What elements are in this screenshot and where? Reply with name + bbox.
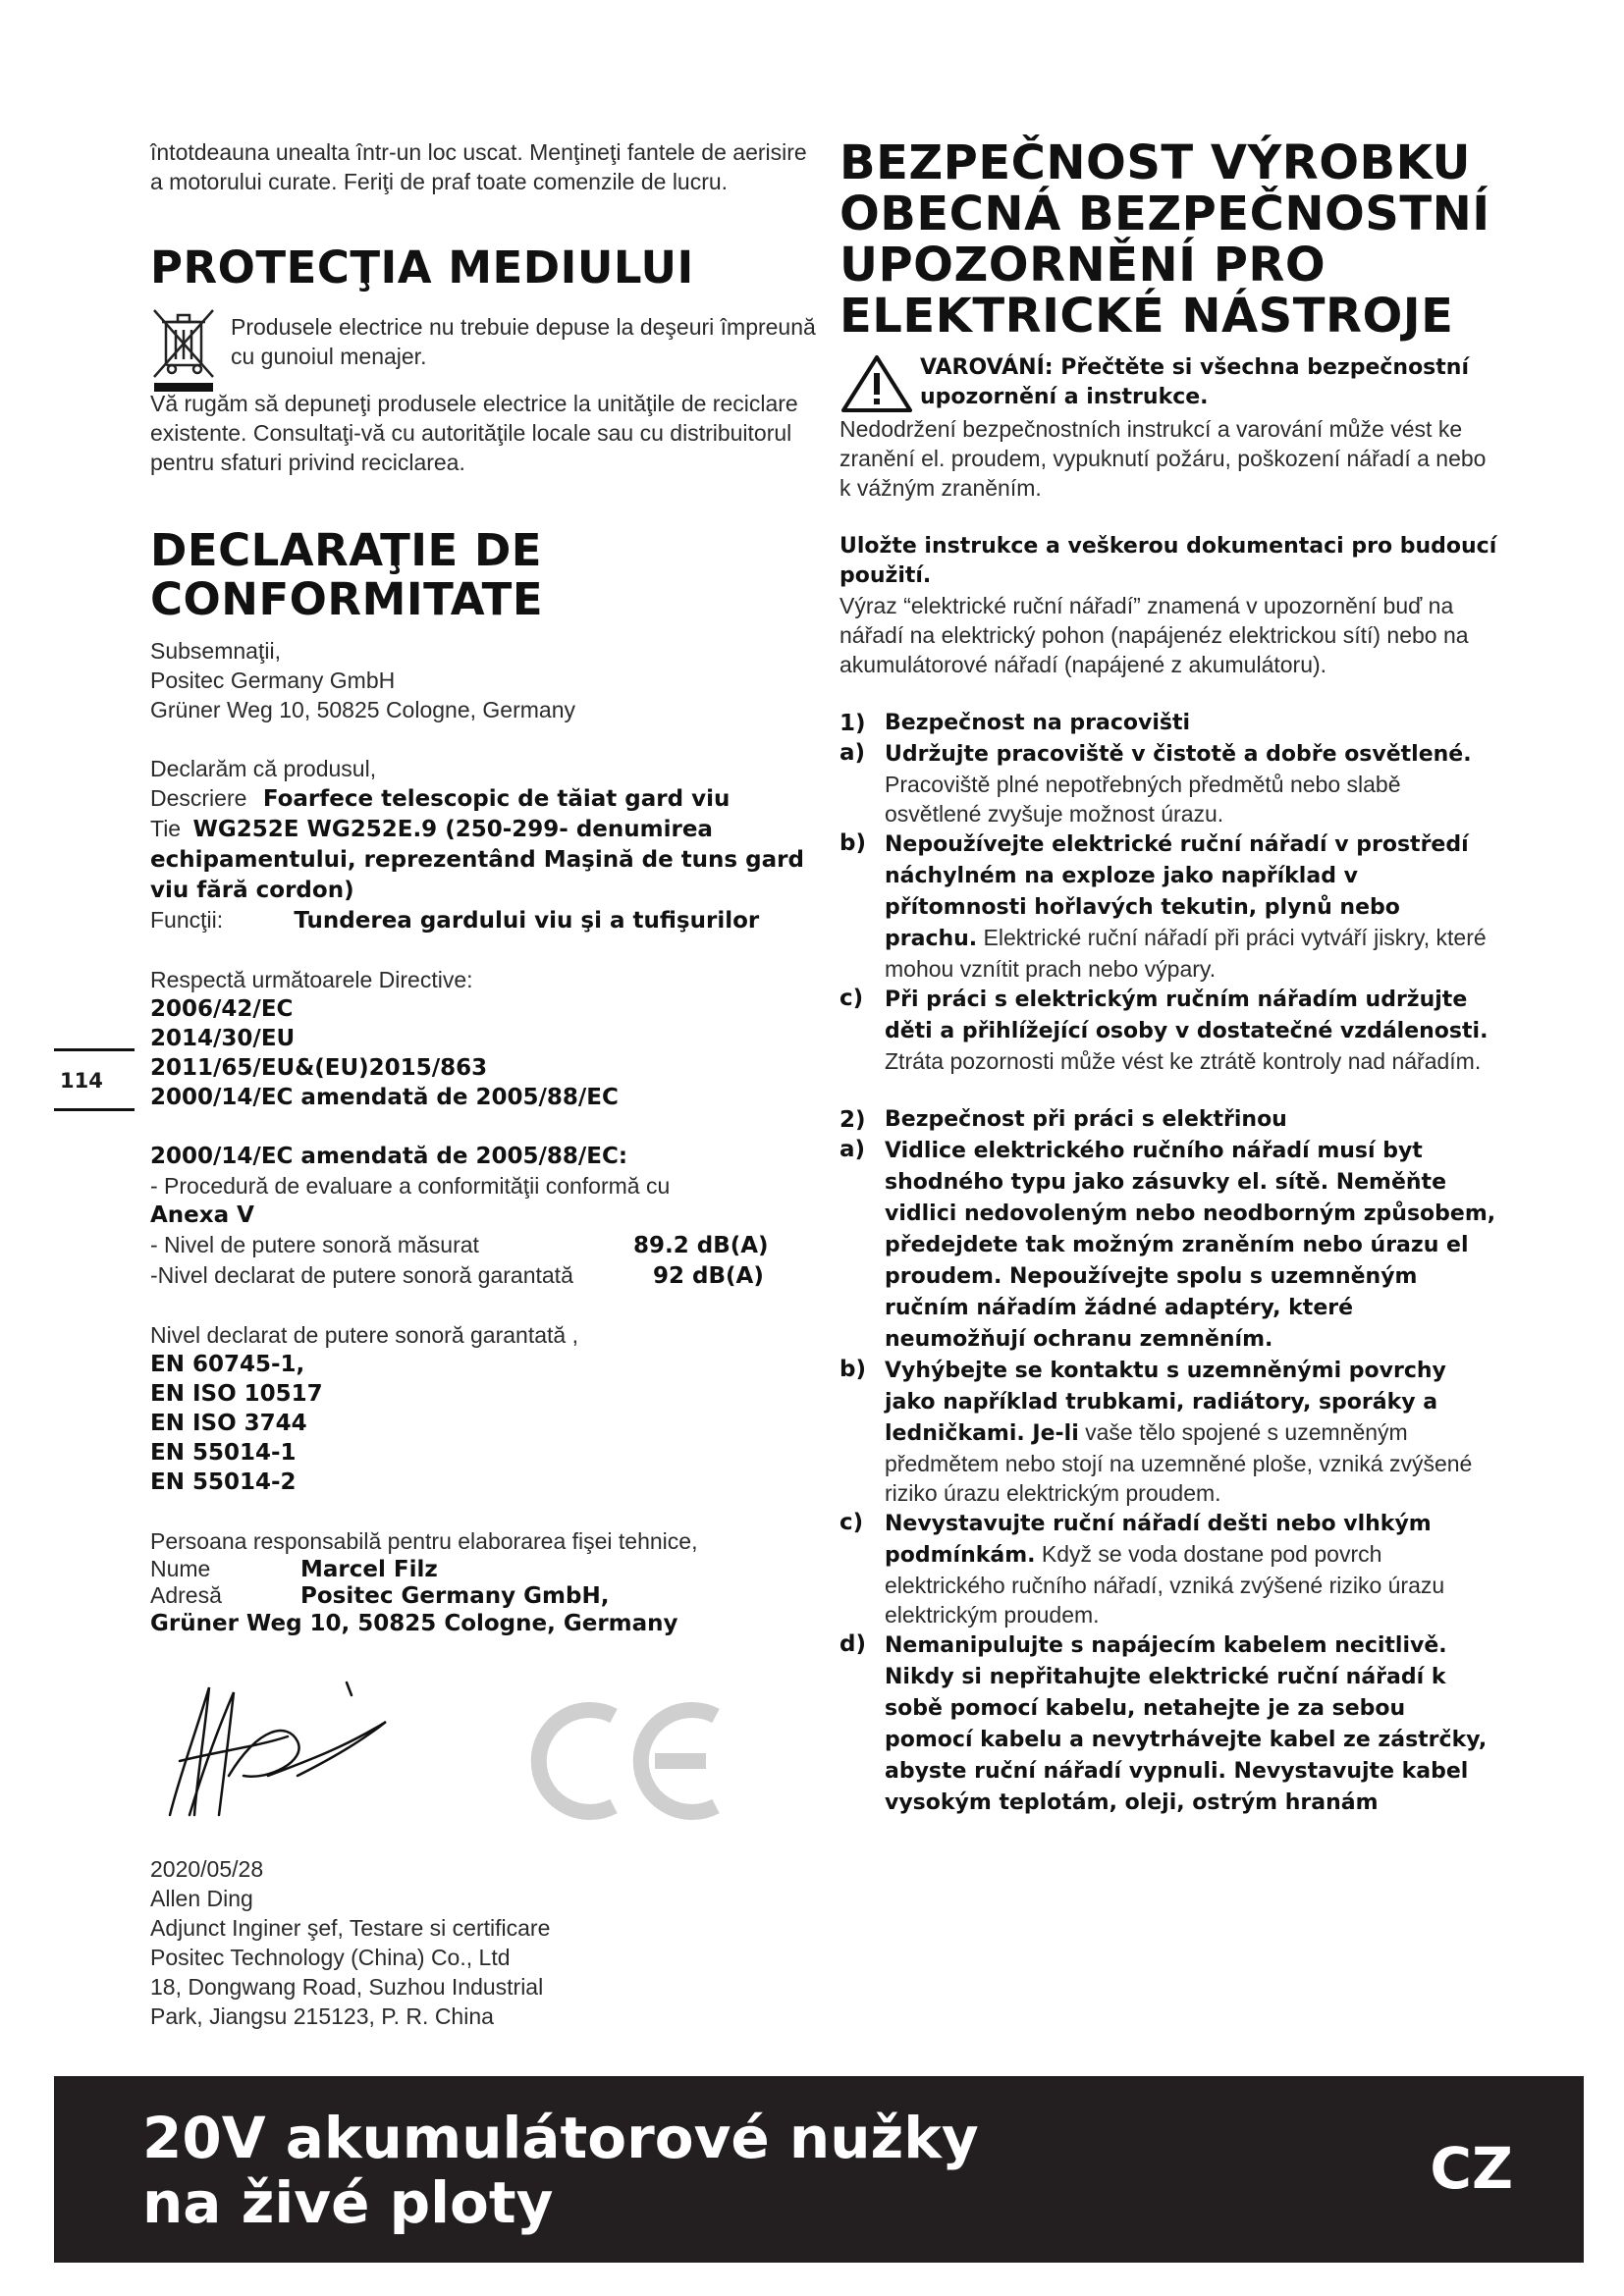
environment-heading: PROTECŢIA MEDIULUI [150, 241, 694, 294]
list-item [839, 1508, 1497, 1629]
item-bold: Při práci s elektrickým ručním nářadím udržujte děti a přihlížející osoby v dostatečné vzdálenosti. [885, 988, 1489, 1043]
annex-block [150, 1142, 818, 1291]
warning-block [839, 353, 1497, 414]
warning-bold: VAROVÁNÍ: Přečtěte si všechna bezpečnostní upozornění a instrukce. [920, 355, 1469, 409]
signer-role: Adjunct Inginer şef, Testare si certificare [150, 1915, 551, 1941]
signature-area [150, 1668, 818, 1854]
footer-banner [54, 2076, 1584, 2263]
adresa-value: Positec Germany GmbH, [300, 1583, 610, 1609]
standards-block [150, 1320, 818, 1497]
intro-paragraph: întotdeauna unealta într-un loc uscat. Menţineţi fantele de aerisire a motorului curate. Feriţi de praf toate comenzile de lucru. [150, 139, 807, 194]
respecta: Respectă următoarele Directive: [150, 967, 473, 992]
item-bold: Nemanipulujte s napájecím kabelem necitlivě. Nikdy si nepřitahujte elektrické ruční nářadí k sobě pomocí kabelu, netahejte je za sebou pomocí kabelu a nevytrhávejte kabel ze zástrčky, abyste ruční nářadí vypnuli. Nevystavujte kabel vysokým teplotám, oleji, ostrým hranám [885, 1633, 1488, 1815]
item-key: a) [839, 1137, 866, 1162]
warning-triangle-icon [839, 353, 914, 414]
functii-value: Tunderea gardului viu şi a tufişurilor [294, 908, 760, 934]
adresa-value-2: Grüner Weg 10, 50825 Cologne, Germany [150, 1611, 678, 1636]
directives-block [150, 965, 818, 1112]
list-item [839, 1135, 1497, 1355]
declaram: Declarăm că produsul, [150, 756, 377, 781]
nume-label: Nume [150, 1556, 211, 1581]
signer-name: Allen Ding [150, 1886, 253, 1911]
section-2-title: Bezpečnost při práci s elektřinou [885, 1107, 1287, 1132]
nume-value: Marcel Filz [300, 1557, 438, 1582]
item-text: Ztráta pozornosti může vést ke ztrátě kontroly nad nářadím. [885, 1048, 1482, 1074]
item-text: Pracoviště plné nepotřebných předmětů nebo slabě osvětlené zvyšuje možnost úrazu. [885, 772, 1401, 827]
item-key: d) [839, 1631, 866, 1657]
nivel-masurat-value: 89.2 dB(A) [633, 1233, 769, 1258]
persoana: Persoana responsabilă pentru elaborarea fişei tehnice, [150, 1528, 698, 1554]
item-key: c) [839, 986, 864, 1011]
right-column [839, 137, 1497, 1818]
company-name: Positec Germany GmbH [150, 667, 396, 693]
anexa: Anexa V [150, 1202, 254, 1228]
item-bold: Nepoužívejte elektrické ruční nářadí v prostředí náchylném na exploze jako například v přítomnosti hořlavých tekutin, plynů nebo prachu. [885, 832, 1469, 951]
item-text: Elektrické ruční nářadí při práci vytváří jiskry, které mohou vznítit prach nebo výpary. [885, 925, 1487, 982]
item-key: a) [839, 740, 866, 766]
page-number: 114 [60, 1069, 103, 1093]
procedura: - Procedură de evaluare a conformităţii conformă cu [150, 1173, 671, 1199]
list-item [839, 828, 1497, 984]
company-address: Grüner Weg 10, 50825 Cologne, Germany [150, 697, 575, 722]
warning-text: Nedodržení bezpečnostních instrukcí a varování může vést ke zranění el. proudem, vypuknutí požáru, poškození nářadí a nebo k vážným zraněním. [839, 416, 1487, 501]
left-column [150, 137, 818, 2031]
nivel-garantat-label: -Nivel declarat de putere sonoră garantată [150, 1262, 573, 1288]
language-code: CZ [1430, 2135, 1513, 2202]
list-item [839, 984, 1497, 1076]
footer-title [142, 2106, 979, 2235]
item-text: vaše tělo spojené s uzemněným předmětem nebo stojí na uzemněné ploše, vzniká zvýšené riziko úrazu elektrickým proudem. [885, 1419, 1473, 1506]
page-number-marker [54, 1048, 135, 1111]
weee-bin-icon [150, 304, 219, 393]
ce-mark-icon [523, 1692, 730, 1830]
item-key: b) [839, 1357, 866, 1382]
tip-label: Tie [150, 816, 182, 841]
safety-heading: BEZPEČNOST VÝROBKU OBECNÁ BEZPEČNOSTNÍ UPOZORNĚNÍ PRO ELEKTRICKÉ NÁSTROJE [839, 135, 1490, 344]
save-bold: Uložte instrukce a veškerou dokumentaci pro budoucí použití. [839, 534, 1497, 588]
directive-item: 2011/65/EU&(EU)2015/863 [150, 1055, 488, 1081]
signer-block [150, 1854, 818, 2031]
signer-address-2: Park, Jiangsu 215123, P. R. China [150, 2003, 494, 2029]
functii-label: Funcţii: [150, 907, 224, 933]
item-key: c) [839, 1510, 864, 1535]
product-block [150, 754, 818, 935]
section-1-title: Bezpečnost na pracovišti [885, 711, 1191, 735]
standard-item: EN 60745-1, [150, 1352, 305, 1377]
nivel-declarat: Nivel declarat de putere sonoră garantată , [150, 1322, 578, 1348]
save-text: Výraz “elektrické ruční nářadí” znamená v upozornění buď na nářadí na elektrický pohon (napájenéz elektrickou sítí) nebo na akumulátorové nářadí (napájené z akumulátoru). [839, 593, 1469, 677]
responsible-block [150, 1526, 818, 1638]
directive-item: 2014/30/EU [150, 1026, 296, 1051]
save-block [839, 532, 1497, 679]
tip-value: WG252E WG252E.9 (250-299- denumirea echipamentului, reprezentând Maşină de tuns gard viu fără cordon) [150, 817, 804, 903]
list-item [839, 1355, 1497, 1508]
adresa-label: Adresă [150, 1582, 222, 1608]
nivel-masurat-label: - Nivel de putere sonoră măsurat [150, 1232, 479, 1257]
descriere-value: Foarfece telescopic de tăiat gard viu [262, 786, 731, 812]
signer-address-1: 18, Dongwang Road, Suzhou Industrial [150, 1974, 544, 2000]
standard-item: EN 55014-2 [150, 1469, 297, 1495]
item-bold: Vidlice elektrického ručního nářadí musí byt shodného typu jako zásuvky el. sítě. Neměňte vidlici nedovoleným nebo neodborným způsobem, předejdete tak možným zraněním nebo úrazu el proudem. Nepoužívejte spolu s uzemněným ručním nářadím žádné adaptéry, které neumožňují ochranu zemněním. [885, 1139, 1496, 1352]
manufacturer-block [150, 636, 818, 724]
directive-item: 2006/42/EC [150, 996, 294, 1022]
list-item [839, 738, 1497, 828]
declaration-heading: DECLARAŢIE DE CONFORMITATE [150, 524, 544, 625]
standard-item: EN ISO 3744 [150, 1411, 307, 1436]
item-bold: Udržujte pracoviště v čistotě a dobře osvětlené. [885, 742, 1472, 767]
env-text-1: Produsele electrice nu trebuie depuse la deşeuri împreună cu gunoiul menajer. [231, 314, 816, 369]
item-bold: Nevystavujte ruční nářadí dešti nebo vlhkým podmínkám. [885, 1512, 1432, 1568]
env-text-2: Vă rugăm să depuneţi produsele electrice la unităţile de reciclare existente. Consultaţi-vă cu autorităţile locale sau cu distribuitorul pentru sfaturi privind reciclarea. [150, 391, 798, 475]
section-2-num: 2) [839, 1107, 866, 1133]
directive-item: 2000/14/EC amendată de 2005/88/EC [150, 1085, 619, 1110]
signature [150, 1668, 396, 1825]
item-bold: Vyhýbejte se kontaktu s uzemněnými povrchy jako například trubkami, radiátory, sporáky a ledničkami. Je-li [885, 1359, 1446, 1446]
item-key: b) [839, 830, 866, 856]
item-text: Když se voda dostane pod povrch elektrického ručního nářadí, vzniká zvýšené riziko úrazu elektrickým proudem. [885, 1541, 1445, 1628]
footer-title-line-1: 20V akumulátorové nužky [142, 2105, 979, 2171]
nivel-garantat-value: 92 dB(A) [653, 1263, 764, 1289]
descriere-label: Descriere [150, 785, 247, 811]
section-1 [839, 709, 1497, 1076]
subsemnatii: Subsemnaţii, [150, 638, 281, 664]
section-1-num: 1) [839, 711, 866, 736]
section-2 [839, 1105, 1497, 1818]
footer-title-line-2: na živé ploty [142, 2169, 554, 2236]
signer-company: Positec Technology (China) Co., Ltd [150, 1945, 511, 1970]
date: 2020/05/28 [150, 1856, 264, 1882]
list-item [839, 1629, 1497, 1818]
environment-section [150, 304, 818, 477]
standard-item: EN 55014-1 [150, 1440, 297, 1466]
standard-item: EN ISO 10517 [150, 1381, 323, 1407]
annex-header: 2000/14/EC amendată de 2005/88/EC: [150, 1144, 628, 1169]
